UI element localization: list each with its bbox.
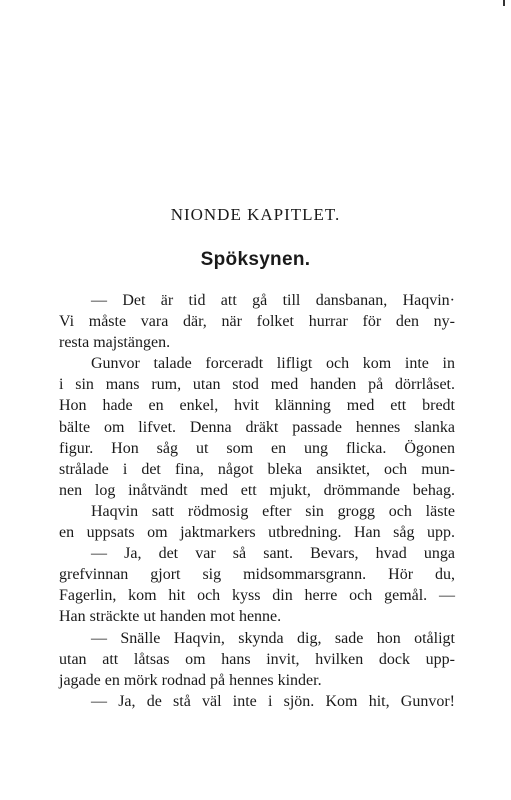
text-line: Vi måste vara där, när folket hurrar för den ny- [59,313,455,331]
body-text [59,290,455,712]
text-line: i sin mans rum, utan stod med handen på dörrlåset. [59,376,455,394]
text-line: nen log inåtvändt med ett mjukt, drömmande behag. [59,481,455,499]
text-line: strålade i det fina, något bleka ansiktet, och mun- [59,460,455,478]
text-line: figur. Hon såg ut som en ung flicka. Ögonen [59,439,455,457]
chapter-heading: NIONDE KAPITLET. [170,205,341,224]
text-line: resta majstängen. [59,334,171,352]
corner-mark [503,0,505,6]
text-line: — Snälle Haqvin, skynda dig, sade hon otåligt [91,629,455,647]
text-line: Fagerlin, kom hit och kyss din herre och gemål. — [59,587,455,605]
text-line: Hon hade en enkel, hvit klänning med ett bredt [59,397,455,415]
text-line: bälte om lifvet. Denna dräkt passade hennes slanka [59,418,455,436]
text-line: jagade en mörk rodnad på hennes kinder. [59,671,322,689]
chapter-title: Spöksynen. [200,249,311,270]
text-line: Han sträckte ut handen mot henne. [59,608,282,626]
text-line: — Det är tid att gå till dansbanan, Haqvin· [91,292,455,309]
text-line: utan att låtsas om hans invit, hvilken dock upp- [59,650,455,668]
text-line: — Ja, de stå väl inte i sjön. Kom hit, Gunvor! [91,692,455,710]
text-line: Haqvin satt rödmosig efter sin grogg och läste [91,502,455,520]
text-line: — Ja, det var så sant. Bevars, hvad unga [91,545,455,563]
text-line: en uppsats om jaktmarkers utbredning. Han såg upp. [59,524,455,542]
text-line: Gunvor talade forceradt lifligt och kom inte in [91,355,455,373]
text-line: grefvinnan gjort sig midsommarsgrann. Hör du, [59,566,455,584]
